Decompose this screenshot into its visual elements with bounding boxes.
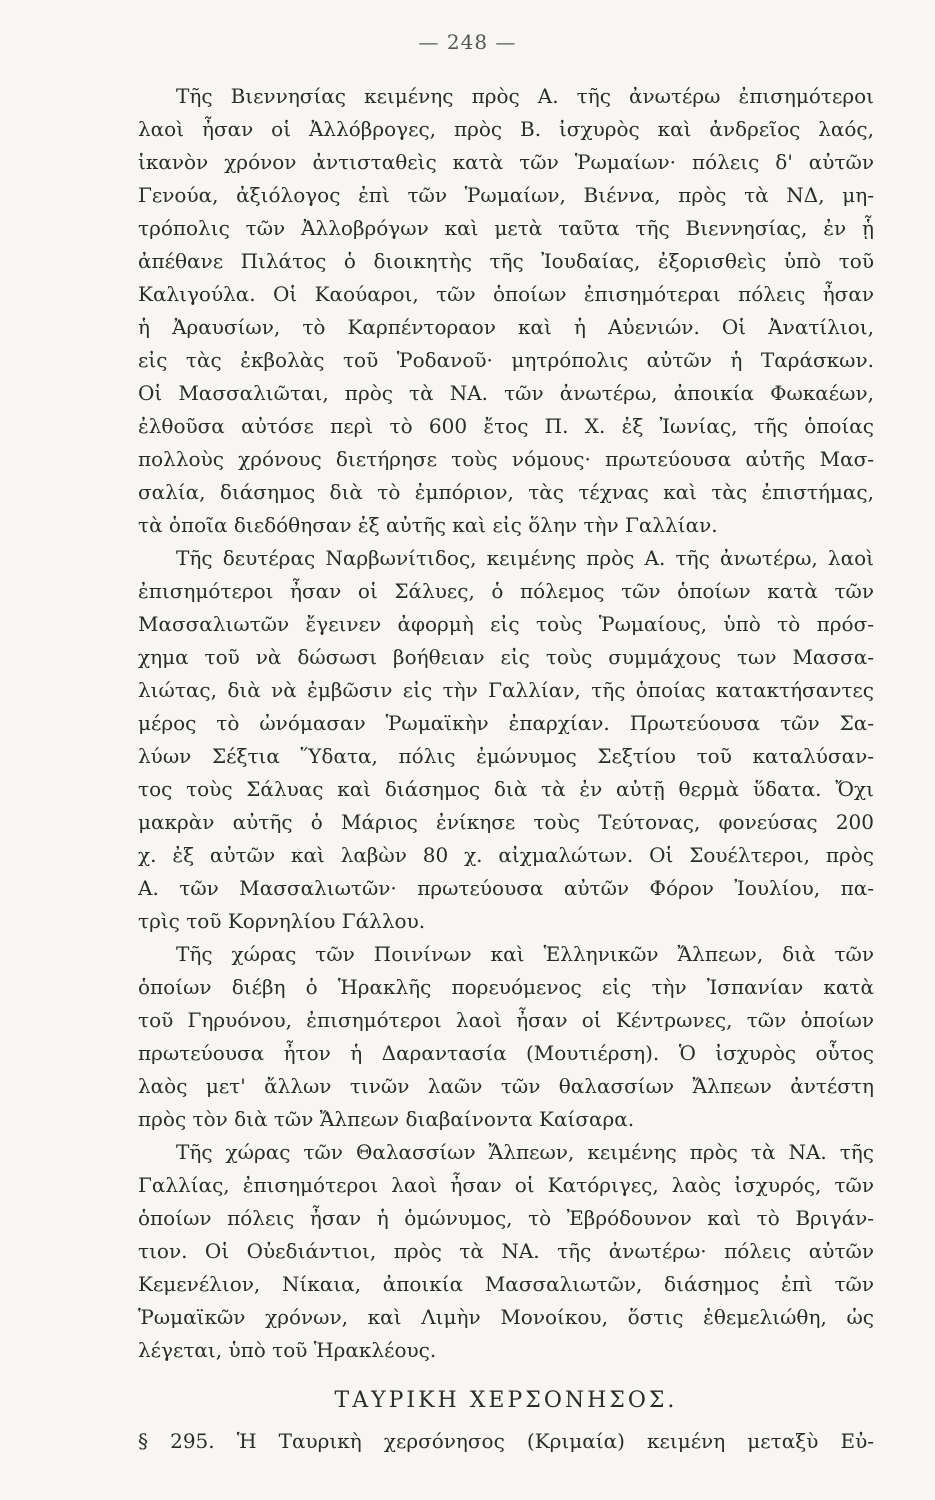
text-line: Τῆς χώρας τῶν Θαλασσίων Ἄλπεων, κειμένης πρὸς τὰ ΝΑ. τῆς bbox=[176, 1140, 874, 1164]
text-line: ἱκανὸν χρόνον ἀντισταθεὶς κατὰ τῶν Ῥωμαίων· πόλεις δ' αὐτῶν bbox=[138, 150, 874, 174]
text-line: Τῆς χώρας τῶν Ποινίνων καὶ Ἑλληνικῶν Ἄλπεων, διὰ τῶν bbox=[176, 942, 874, 966]
text-line: Οἱ Μασσαλιῶται, πρὸς τὰ ΝΑ. τῶν ἀνωτέρω, ἀποικία Φωκαέων, bbox=[138, 381, 874, 405]
text-line: τρὶς τοῦ Κορνηλίου Γάλλου. bbox=[138, 909, 426, 933]
text-line: τιον. Οἱ Οὐεδιάντιοι, πρὸς τὰ ΝΑ. τῆς ἀνωτέρω· πόλεις αὐτῶν bbox=[138, 1239, 874, 1263]
text-line: Τῆς δευτέρας Ναρβωνίτιδος, κειμένης πρὸς Α. τῆς ἀνωτέρω, λαοὶ bbox=[176, 546, 874, 570]
text-line: σαλία, διάσημος διὰ τὸ ἐμπόριον, τὰς τέχνας καὶ τὰς ἐπιστήμας, bbox=[138, 480, 874, 504]
page-number: — 248 — bbox=[418, 30, 517, 54]
text-line: μακρὰν αὐτῆς ὁ Μάριος ἐνίκησε τοὺς Τεύτονας, φονεύσας 200 bbox=[138, 810, 874, 834]
text-line: τος τοὺς Σάλυας καὶ διάσημος διὰ τὰ ἐν αὐτῇ θερμὰ ὕδατα. Ὄχι bbox=[138, 777, 874, 801]
text-line: λέγεται, ὑπὸ τοῦ Ἡρακλέους. bbox=[138, 1338, 437, 1362]
text-line: Καλιγούλα. Οἱ Καούαροι, τῶν ὁποίων ἐπισημότεραι πόλεις ἦσαν bbox=[138, 282, 874, 306]
section-first-line: § 295. Ἡ Ταυρικὴ χερσόνησος (Κριμαία) κειμένη μεταξὺ Εὐ- bbox=[138, 1429, 874, 1453]
text-line: Κεμενέλιον, Νίκαια, ἀποικία Μασσαλιωτῶν, διάσημος ἐπὶ τῶν bbox=[138, 1272, 874, 1296]
text-line: πρωτεύουσα ἦτον ἡ Δαραντασία (Μουτιέρση). Ὁ ἰσχυρὸς οὗτος bbox=[138, 1041, 874, 1065]
text-line: λαὸς μετ' ἄλλων τινῶν λαῶν τῶν θαλασσίων Ἄλπεων ἀντέστη bbox=[138, 1074, 874, 1098]
text-line: Ῥωμαϊκῶν χρόνων, καὶ Λιμὴν Μονοίκου, ὅστις ἐθεμελιώθη, ὡς bbox=[138, 1305, 874, 1329]
text-line: χημα τοῦ νὰ δώσωσι βοήθειαν εἰς τοὺς συμμάχους των Μασσα- bbox=[138, 645, 874, 669]
text-line: εἰς τὰς ἐκβολὰς τοῦ Ῥοδανοῦ· μητρόπολις αὐτῶν ἡ Ταράσκων. bbox=[138, 348, 874, 372]
text-line: Α. τῶν Μασσαλιωτῶν· πρωτεύουσα αὐτῶν Φόρον Ἰουλίου, πα- bbox=[138, 876, 874, 900]
text-line: Γενούα, ἀξιόλογος ἐπὶ τῶν Ῥωμαίων, Βιέννα, πρὸς τὰ ΝΔ, μη- bbox=[138, 183, 874, 207]
text-line: Μασσαλιωτῶν ἔγεινεν ἀφορμὴ εἰς τοὺς Ῥωμαίους, ὑπὸ τὸ πρόσ- bbox=[138, 612, 874, 636]
text-line: πρὸς τὸν διὰ τῶν Ἄλπεων διαβαίνοντα Καίσαρα. bbox=[138, 1107, 635, 1131]
text-line: λαοὶ ἦσαν οἱ Ἀλλόβρογες, πρὸς Β. ἰσχυρὸς καὶ ἀνδρεῖος λαός, bbox=[138, 117, 874, 141]
text-line: τὰ ὁποῖα διεδόθησαν ἐξ αὐτῆς καὶ εἰς ὅλην τὴν Γαλλίαν. bbox=[138, 513, 718, 537]
text-line: ἀπέθανε Πιλάτος ὁ διοικητὴς τῆς Ἰουδαίας, ἐξορισθεὶς ὑπὸ τοῦ bbox=[138, 249, 874, 273]
text-line: χ. ἐξ αὐτῶν καὶ λαβὼν 80 χ. αἰχμαλώτων. Οἱ Σουέλτεροι, πρὸς bbox=[138, 843, 874, 867]
text-line: ἐλθοῦσα αὐτόσε περὶ τὸ 600 ἔτος Π. Χ. ἐξ Ἰωνίας, τῆς ὁποίας bbox=[138, 414, 874, 438]
text-line: ὁποίων πόλεις ἦσαν ἡ ὁμώνυμος, τὸ Ἐβρόδουνον καὶ τὸ Βριγάν- bbox=[138, 1206, 874, 1230]
text-line: πολλοὺς χρόνους διετήρησε τοὺς νόμους· πρωτεύουσα αὐτῆς Μασ- bbox=[138, 447, 874, 471]
paragraphs bbox=[138, 80, 874, 1367]
text-line: τοῦ Γηρυόνου, ἐπισημότεροι λαοὶ ἦσαν οἱ Κέντρωνες, τῶν ὁποίων bbox=[138, 1008, 874, 1032]
text-line: ἡ Ἀραυσίων, τὸ Καρπέντοραον καὶ ἡ Αὐενιών. Οἱ Ἀνατίλιοι, bbox=[138, 315, 874, 339]
text-line: ἐπισημότεροι ἦσαν οἱ Σάλυες, ὁ πόλεμος τῶν ὁποίων κατὰ τῶν bbox=[138, 579, 874, 603]
text-line: μέρος τὸ ὠνόμασαν Ῥωμαϊκὴν ἐπαρχίαν. Πρωτεύουσα τῶν Σα- bbox=[138, 711, 874, 735]
text-line: Γαλλίας, ἐπισημότεροι λαοὶ ἦσαν οἱ Κατόριγες, λαὸς ἰσχυρός, τῶν bbox=[138, 1173, 874, 1197]
section-title: ΤΑΥΡΙΚΗ ΧΕΡΣΟΝΗΣΟΣ. bbox=[334, 1388, 678, 1413]
text-line: λιώτας, διὰ νὰ ἐμβῶσιν εἰς τὴν Γαλλίαν, τῆς ὁποίας κατακτήσαντες bbox=[138, 678, 874, 702]
text-line: τρόπολις τῶν Ἀλλοβρόγων καὶ μετὰ ταῦτα τῆς Βιεννησίας, ἐν ᾗ bbox=[138, 216, 874, 240]
page-body bbox=[138, 80, 874, 1458]
text-line: ὁποίων διέβη ὁ Ἡρακλῆς πορευόμενος εἰς τὴν Ἰσπανίαν κατὰ bbox=[138, 975, 874, 999]
text-line: λύων Σέξτια Ὕδατα, πόλις ἐμώνυμος Σεξτίου τοῦ καταλύσαν- bbox=[138, 744, 874, 768]
text-line: Τῆς Βιεννησίας κειμένης πρὸς Α. τῆς ἀνωτέρω ἐπισημότεροι bbox=[176, 84, 874, 108]
